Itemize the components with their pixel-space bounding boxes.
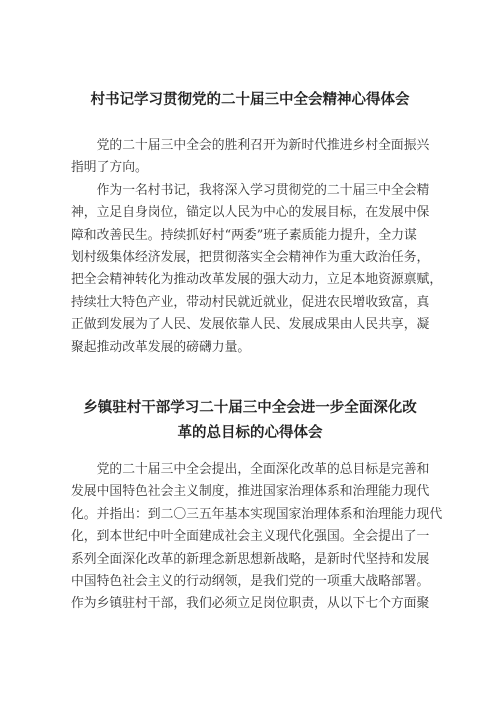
section1-line: 正做到发展为了人民、发展依靠人民、发展成果由人民共享，凝 [71, 317, 430, 333]
section1-line: 把全会精神转化为推动改革发展的强大动力，立足本地资源禀赋， [71, 272, 443, 288]
section1-line: 持续壮大特色产业，带动村民就近就业，促进农民增收致富，真 [71, 294, 430, 310]
section2-title [60, 396, 440, 446]
section2-line: 中国特色社会主义的行动纲领，是我们党的一项重大战略部署。 [71, 573, 430, 589]
section2-line: 作为乡镇驻村干部，我们必须立足岗位职责，从以下七个方面聚 [71, 596, 430, 612]
section2-title-line2: 革的总目标的心得体会 [177, 425, 323, 441]
section2-title-line1: 乡镇驻村干部学习二十届三中全会进一步全面深化改 [83, 400, 417, 416]
section1-line: 神，立足自身岗位，锚定以人民为中心的发展目标，在发展中保 [71, 205, 430, 221]
section1-title: 村书记学习贯彻党的二十届三中全会精神心得体会 [90, 92, 410, 108]
section1-line: 障和改善民生。持续抓好村“两委”班子素质能力提升，全力谋 [71, 227, 417, 243]
section2-line: 系列全面深化改革的新理念新思想新战略，是新时代坚持和发展 [71, 551, 430, 567]
section1-line: 作为一名村书记，我将深入学习贯彻党的二十届三中全会精 [71, 182, 430, 198]
section2-line: 化。并指出：到二〇三五年基本实现国家治理体系和治理能力现代 [71, 506, 443, 522]
section2-line: 党的二十届三中全会提出，全面深化改革的总目标是完善和 [71, 462, 430, 477]
section2-body [71, 459, 441, 616]
section1-line: 聚起推动改革发展的磅礴力量。 [71, 339, 251, 355]
section1-line: 指明了方向。 [71, 160, 148, 176]
section1-body [71, 135, 441, 359]
section2-line: 发展中国特色社会主义制度，推进国家治理体系和治理能力现代 [71, 484, 430, 500]
section2-line: 化，到本世纪中叶全面建成社会主义现代化强国。全会提出了一 [71, 529, 430, 545]
section1-line: 党的二十届三中全会的胜利召开为新时代推进乡村全面振兴 [71, 138, 430, 153]
section1-line: 划村级集体经济发展，把贯彻落实全会精神作为重大政治任务， [71, 249, 430, 265]
